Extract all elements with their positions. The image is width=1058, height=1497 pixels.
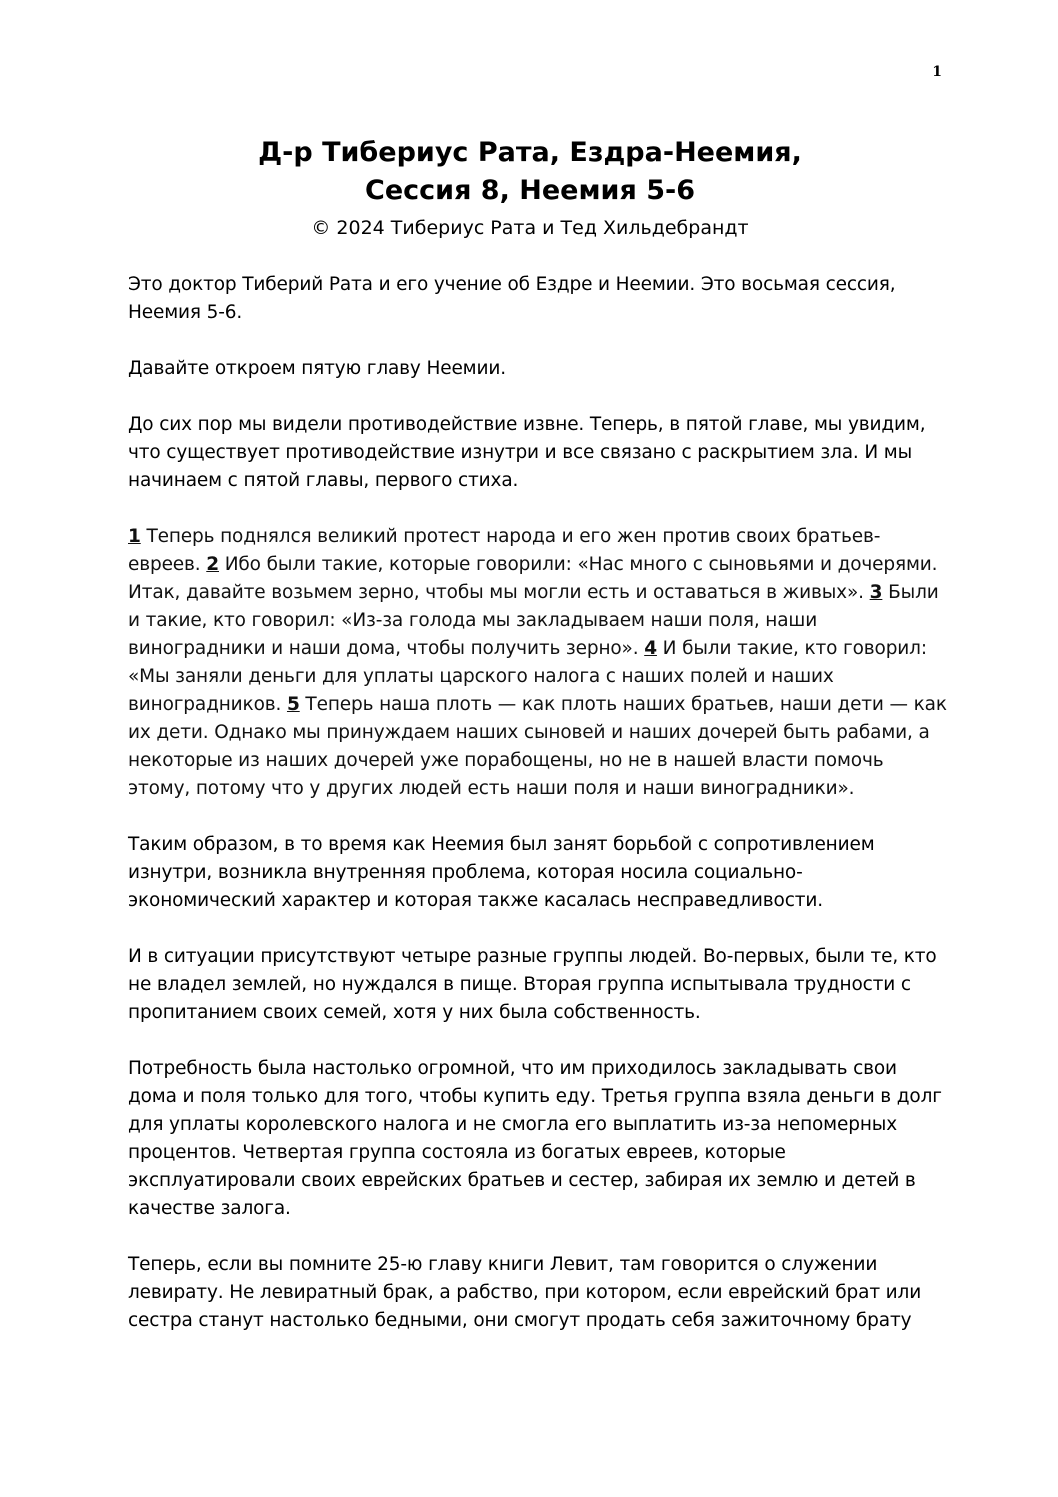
paragraph-leviticus: Теперь, если вы помните 25-ю главу книги Левит, там говорится о служении левирату. Не левиратный брак, а рабство, при котором, если еврейский брат или сестра станут настолько бедными, они смогут продать себя зажиточному брату (128, 1254, 922, 1331)
paragraph-need: Потребность была настолько огромной, что им приходилось закладывать свои дома и поля только для того, чтобы купить еду. Третья группа взяла деньги в долг для уплаты королевского налога и не смогла его выплатить из-за непомерных процентов. Четвертая группа состояла из богатых евреев, которые эксплуатировали своих еврейских братьев и сестер, забирая их землю и детей в качестве залога. (128, 1058, 942, 1219)
copyright-notice: © 2024 Тибериус Рата и Тед Хильдебрандт (311, 217, 749, 239)
title-line-2: Сессия 8, Неемия 5-6 (365, 175, 695, 206)
paragraph-intro: Это доктор Тиберий Рата и его учение об Ездре и Неемии. Это восьмая сессия, Неемия 5-6. (128, 274, 896, 323)
paragraph-four-groups: И в ситуации присутствуют четыре разные группы людей. Во-первых, были те, кто не владел землей, но нуждался в пище. Вторая группа испытывала трудности с пропитанием своих семей, хотя у них была собственность. (128, 946, 937, 1023)
verse-text-5: Теперь наша плоть — как плоть наших братьев, наши дети — как их дети. Однако мы принуждаем наших сыновей и наших дочерей быть рабами, а некоторые из наших дочерей уже порабощены, но не в нашей власти помочь этому, потому что у других людей есть наши поля и наши виноградники». (128, 694, 947, 799)
verse-text-3: Были и такие, кто говорил: «Из-за голода мы закладываем наши поля, наши виноградники и наши дома, чтобы получить зерно». (128, 582, 939, 659)
paragraph-opposition: До сих пор мы видели противодействие извне. Теперь, в пятой главе, мы увидим, что существует противодействие изнутри и все связано с раскрытием зла. И мы начинаем с пятой главы, первого стиха. (128, 414, 926, 491)
verse-number-1[interactable]: 1 (128, 526, 141, 547)
verse-text-2: Ибо были такие, которые говорили: «Нас много с сыновьями и дочерями. Итак, давайте возьмем зерно, чтобы мы могли есть и оставаться в живых». (128, 554, 938, 603)
verse-text-4: И были такие, кто говорил: «Мы заняли деньги для уплаты царского налога с наших полей и наших виноградников. (128, 638, 927, 715)
scripture-passage (128, 523, 948, 803)
verse-text-1: Теперь поднялся великий протест народа и его жен против своих братьев-евреев. (128, 526, 881, 575)
paragraph-open-chapter: Давайте откроем пятую главу Неемии. (128, 358, 506, 379)
title-line-1: Д-р Тибериус Рата, Ездра-Неемия, (258, 137, 802, 168)
paragraph-internal-problem: Таким образом, в то время как Неемия был занят борьбой с сопротивлением изнутри, возникла внутренняя проблема, которая носила социально-экономический характер и которая также касалась несправедливости. (128, 834, 875, 911)
page-number: 1 (932, 64, 942, 80)
verse-number-2[interactable]: 2 (206, 554, 219, 575)
verse-number-5[interactable]: 5 (286, 694, 300, 715)
page-title (80, 134, 980, 210)
verse-number-3[interactable]: 3 (869, 582, 883, 603)
document-body (128, 271, 948, 1363)
verse-number-4[interactable]: 4 (644, 638, 657, 659)
